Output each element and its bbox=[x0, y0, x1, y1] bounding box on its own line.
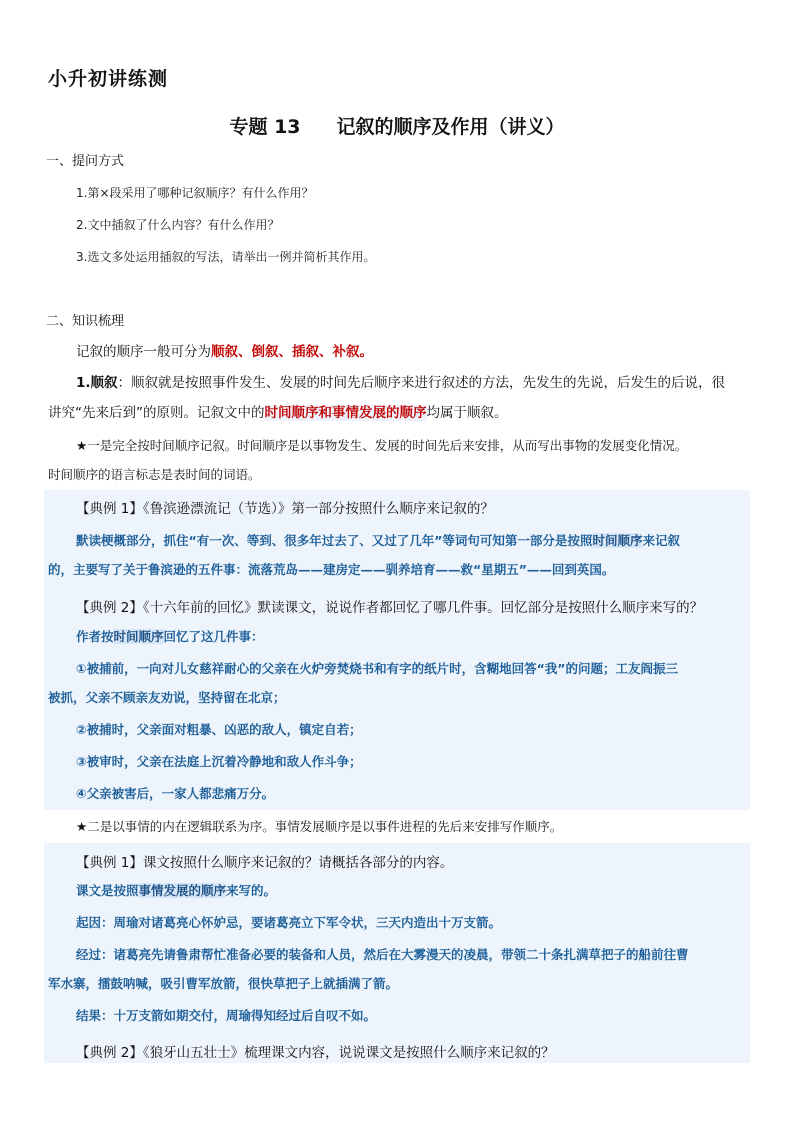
title-number: 专题 13 bbox=[229, 116, 301, 138]
box1-example2-question: 【典例 2】《十六年前的回忆》默读课文，说说作者都回忆了哪几件事。回忆部分是按照什么顺序来写的？ bbox=[76, 600, 704, 616]
box2-ex1-answer-intro-end: 来写的。 bbox=[226, 883, 277, 898]
box1-example1-answer bbox=[48, 526, 748, 584]
box2-example2-question: 【典例 2】《狼牙山五壮士》梳理课文内容，说说课文是按照什么顺序来记叙的？ bbox=[76, 1045, 555, 1061]
star1-line1: ★一是完全按时间顺序记叙。时间顺序是以事物发生、发展的时间先后来安排，从而写出事物的发展变化情况。 bbox=[76, 438, 688, 453]
shunxu-label: 1.顺叙 bbox=[76, 375, 118, 391]
box1-example2-answer bbox=[48, 622, 748, 808]
star1-line2: 时间顺序的语言标志是表时间的词语。 bbox=[48, 467, 261, 482]
question-1: 1.第×段采用了哪种记叙顺序？有什么作用？ bbox=[76, 186, 314, 200]
box2-ex1-highlight: 事情发展的顺序 bbox=[138, 883, 227, 898]
box2-example1-question: 【典例 1】课文按照什么顺序来记叙的？请概括各部分的内容。 bbox=[76, 855, 454, 871]
shunxu-line1: ：顺叙就是按照事件发生、发展的时间先后顺序来进行叙述的方法，先发生的先说，后发生的后说，很 bbox=[117, 375, 726, 391]
box1-ex2-item1-cont: 被抓，父亲不顾亲友劝说，坚持留在北京； bbox=[48, 690, 286, 705]
box1-ex2-item4: ④父亲被害后，一家人都悲痛万分。 bbox=[76, 786, 275, 801]
section2-heading: 二、知识梳理 bbox=[46, 314, 125, 329]
box2-ex1-process-cont: 军水寨，擂鼓呐喊，吸引曹军放箭，很快草把子上就插满了箭。 bbox=[48, 976, 399, 991]
box2-example1-answer bbox=[48, 876, 748, 1030]
shunxu-line2-a: 讲究“先来后到”的原则。记叙文中的 bbox=[48, 405, 265, 421]
box1-ex1-answer-line1: 默读梗概部分，抓住“有一次、等到、很多年过去了、又过了几年”等词句可知第一部分是按照 bbox=[76, 533, 593, 548]
page-title bbox=[0, 112, 794, 139]
box2-ex1-answer-intro: 课文是按照 bbox=[76, 883, 139, 898]
box2-ex1-result: 结果：十万支箭如期交付，周瑜得知经过后自叹不如。 bbox=[76, 1008, 377, 1023]
box1-example1-question: 【典例 1】《鲁滨逊漂流记（节选）》第一部分按照什么顺序来记叙的？ bbox=[76, 501, 494, 517]
star-point-1 bbox=[48, 431, 760, 489]
title-text: 记叙的顺序及作用（讲义） bbox=[336, 116, 565, 138]
box1-ex2-item3: ③被审时，父亲在法庭上沉着冷静地和敌人作斗争； bbox=[76, 754, 362, 769]
intro-text: 记叙的顺序一般可分为 bbox=[76, 344, 211, 360]
box2-ex1-cause: 起因：周瑜对诸葛亮心怀妒忌，要诸葛亮立下军令状，三天内造出十万支箭。 bbox=[76, 915, 502, 930]
box1-ex1-highlight: 时间顺序 bbox=[592, 533, 643, 548]
box1-ex2-answer-intro: 作者按 bbox=[76, 629, 114, 644]
question-3: 3.选文多处运用插叙的写法，请举出一例并简析其作用。 bbox=[76, 250, 376, 264]
box1-ex2-answer-intro-end: 回忆了这几件事： bbox=[163, 629, 264, 644]
box1-ex1-answer-line1-end: 来记叙 bbox=[642, 533, 680, 548]
shunxu-line2-b: 均属于顺叙。 bbox=[426, 405, 508, 421]
box1-ex2-item1: ①被捕前，一向对儿女慈祥耐心的父亲在火炉旁焚烧书和有字的纸片时，含糊地回答“我”的问题；工友阎振三 bbox=[76, 661, 679, 676]
shunxu-paragraph bbox=[48, 368, 758, 428]
header-title: 小升初讲练测 bbox=[48, 68, 169, 90]
box2-ex1-process: 经过：诸葛亮先请鲁肃帮忙准备必要的装备和人员，然后在大雾漫天的凌晨，带领二十条扎满草把子的船前往曹 bbox=[76, 947, 689, 962]
box1-ex1-answer-line2: 的，主要写了关于鲁滨逊的五件事：流落荒岛——建房定——驯养培育——救“星期五”——回到英国。 bbox=[48, 562, 615, 577]
intro-paragraph bbox=[48, 337, 758, 367]
intro-highlight: 顺叙、倒叙、插叙、补叙。 bbox=[211, 344, 373, 360]
box1-ex2-highlight: 时间顺序 bbox=[113, 629, 164, 644]
star2-text: ★二是以事情的内在逻辑联系为序。事情发展顺序是以事件进程的先后来安排写作顺序。 bbox=[76, 819, 563, 834]
section1-heading: 一、提问方式 bbox=[46, 154, 125, 169]
shunxu-line2-highlight: 时间顺序和事情发展的顺序 bbox=[264, 405, 427, 421]
star-point-2 bbox=[48, 812, 760, 841]
question-2: 2.文中插叙了什么内容？有什么作用？ bbox=[76, 218, 280, 232]
box1-ex2-item2: ②被捕时，父亲面对粗暴、凶恶的敌人，镇定自若； bbox=[76, 722, 362, 737]
